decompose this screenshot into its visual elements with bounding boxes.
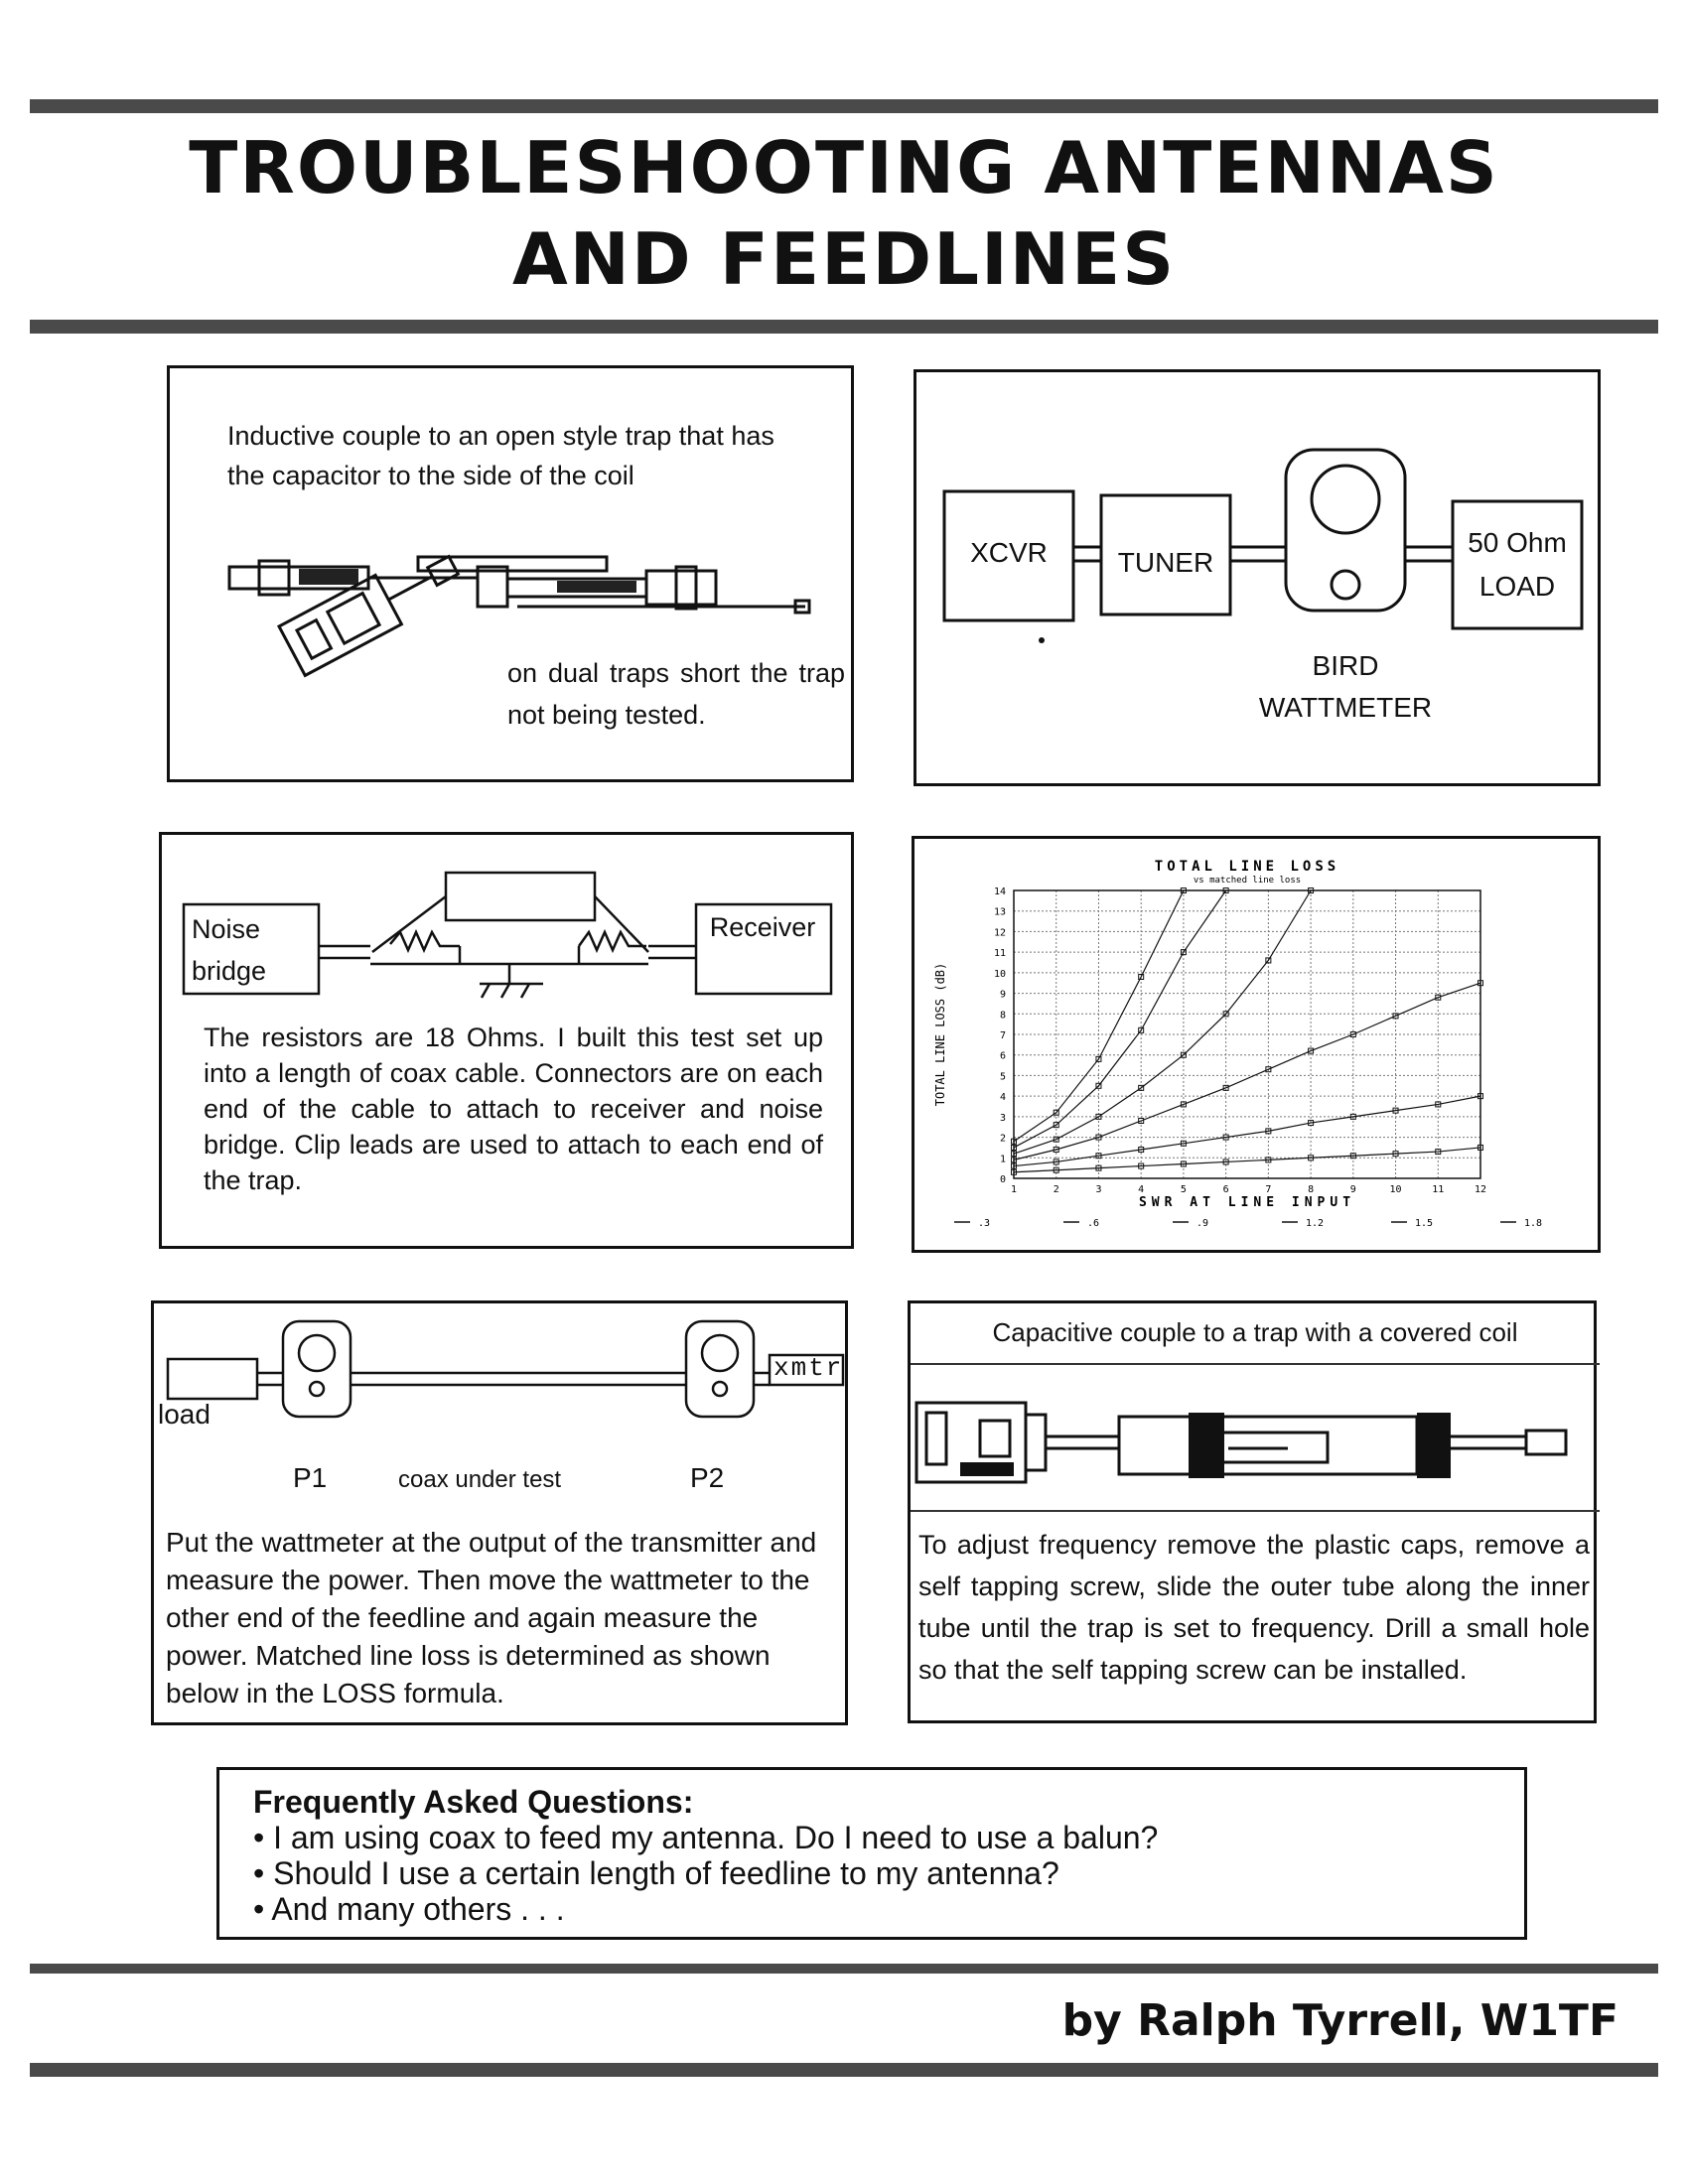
x-axis-label: SWR AT LINE INPUT [1138,1195,1356,1210]
receiver-label: Receiver [709,912,816,942]
legend-label: .6 [1087,1218,1100,1229]
panel-line-loss-chart [912,836,1601,1253]
y-tick-label: 6 [999,1050,1006,1062]
p2-text: P2 [690,1462,725,1493]
x-tick-label: 5 [1180,1184,1187,1195]
xmtr-text: xmtr [774,1353,844,1383]
y-tick-label: 3 [999,1112,1006,1124]
chart-subtitle: vs matched line loss [1193,876,1302,886]
faq-item-text: Should I use a certain length of feedline to my antenna? [273,1855,1059,1891]
y-tick-label: 8 [999,1010,1006,1022]
image-divider [911,1510,1600,1512]
faq-item: • Should I use a certain length of feedline to my antenna? [253,1855,1059,1891]
panel-wattmeter-setup [914,369,1601,786]
page-title-line1: TROUBLESHOOTING ANTENNAS [189,126,1499,209]
legend-label: 1.2 [1306,1218,1325,1229]
panel-capacitive-trap [908,1300,1597,1723]
faq-item: • I am using coax to feed my antenna. Do I need to use a balun? [253,1820,1159,1855]
panel-line-loss-test [151,1300,848,1725]
faq-item: • And many others . . . [253,1891,565,1927]
series-line [1014,1096,1480,1165]
y-tick-label: 13 [993,906,1006,918]
faq-box [216,1767,1527,1940]
coax-text: coax under test [398,1466,562,1493]
series-line [1014,983,1480,1160]
y-tick-label: 5 [999,1071,1006,1083]
inductive-note: on dual traps short the trap not being tested. [507,658,845,730]
series-line [1014,1148,1480,1172]
load-label: 50 Ohm LOAD [1468,527,1567,602]
plot-frame [1014,890,1480,1178]
load-text: load [158,1399,211,1430]
p1-text: P1 [293,1462,328,1493]
header-rule-top [30,99,1658,113]
y-tick-label: 7 [999,1030,1006,1041]
faq-item-text: And many others . . . [271,1891,565,1927]
x-tick-label: 2 [1053,1184,1059,1195]
line-loss-chart [914,839,1604,1256]
x-tick-label: 12 [1474,1184,1487,1195]
y-tick-label: 4 [999,1092,1006,1104]
faq-item-text: I am using coax to feed my antenna. Do I need to use a balun? [273,1820,1159,1855]
x-tick-label: 9 [1349,1184,1356,1195]
wattmeter-label: WATTMETER [1258,692,1433,723]
page-title-line2: AND FEEDLINES [511,217,1177,301]
legend-label: 1.8 [1524,1218,1543,1229]
x-tick-label: 4 [1138,1184,1145,1195]
faq-title: Frequently Asked Questions: [253,1784,694,1820]
x-tick-label: 3 [1095,1184,1102,1195]
y-tick-label: 12 [993,927,1006,939]
chart-title: TOTAL LINE LOSS [1154,859,1340,875]
panel-inductive-trap [167,365,854,782]
x-tick-label: 7 [1265,1184,1272,1195]
y-tick-label: 0 [999,1174,1006,1185]
capacitive-description: To adjust frequency remove the plastic caps, remove a self tapping screw, slide the outer tube along the inner tube until the trap is set to frequency. Drill a small hole so that the self tapping screw can be installed. [918,1530,1590,1685]
legend-label: .9 [1196,1218,1209,1229]
x-tick-label: 6 [1222,1184,1229,1195]
legend-label: 1.5 [1415,1218,1434,1229]
header-rule-bottom [30,320,1658,334]
y-tick-label: 9 [999,989,1006,1001]
y-axis-label: TOTAL LINE LOSS (dB) [933,962,947,1107]
line-loss-description: Put the wattmeter at the output of the transmitter and measure the power. Then move the wattmeter to the other end of the feedline and again measure the power. Matched line loss is determined as shown below in the LOSS formula. [166,1527,817,1708]
footer-rule-top [30,1964,1658,1974]
xcvr-label: XCVR [970,537,1048,568]
byline: by Ralph Tyrrell, W1TF [1061,1995,1618,2046]
y-tick-label: 10 [993,968,1006,980]
y-tick-label: 1 [999,1154,1006,1165]
y-tick-label: 11 [993,948,1006,960]
x-tick-label: 8 [1308,1184,1315,1195]
legend-label: .3 [978,1218,991,1229]
x-tick-label: 10 [1389,1184,1402,1195]
noise-bridge-description: The resistors are 18 Ohms. I built this test set up into a length of coax cable. Connectors are on each end of the cable to attach to receiver and noise bridge. Clip leads are used to attach to each end of the trap. [204,1023,823,1195]
inductive-caption: Inductive couple to an open style trap that has the capacitor to the side of the coil [227,421,774,490]
y-tick-label: 2 [999,1133,1006,1145]
capacitive-caption: Capacitive couple to a trap with a covered coil [992,1317,1518,1347]
x-tick-label: 11 [1432,1184,1445,1195]
panel-noise-bridge [159,832,854,1249]
x-tick-label: 1 [1010,1184,1018,1195]
noise-bridge-label: Noise bridge [192,914,267,986]
tuner-label: TUNER [1117,547,1214,578]
bird-label: BIRD [1312,650,1379,681]
y-tick-label: 14 [993,887,1006,897]
footer-rule-bottom [30,2063,1658,2077]
